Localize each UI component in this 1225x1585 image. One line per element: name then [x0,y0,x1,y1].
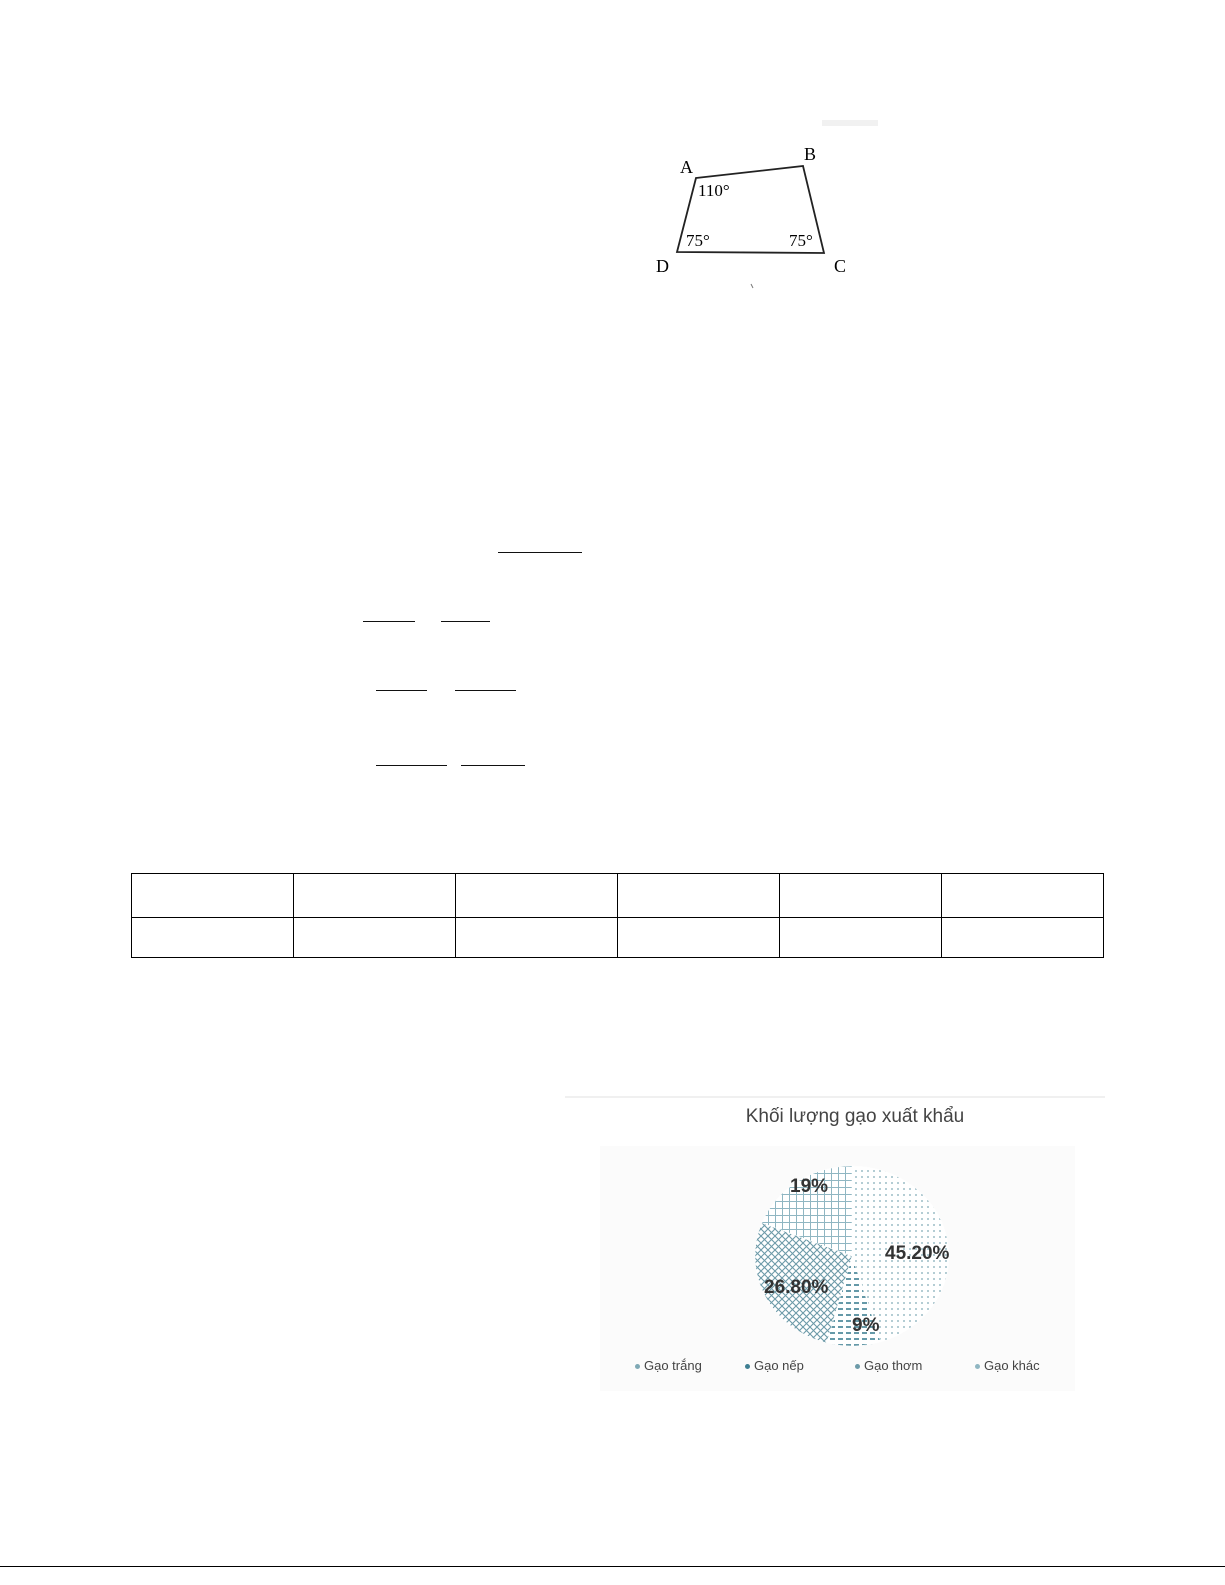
fraction-bar-1 [498,552,582,553]
legend-marker-icon [745,1364,750,1369]
scan-artifact [822,120,878,126]
table-cell [780,918,942,958]
table-row [132,918,1104,958]
pie-data-label-4: 19% [790,1176,829,1197]
table-cell [294,874,456,918]
legend-label: Gạo khác [984,1358,1040,1373]
table-cell [618,874,780,918]
legend-marker-icon [975,1364,980,1369]
fraction-bar-2a [363,621,415,622]
table-cell [780,874,942,918]
table-cell [618,918,780,958]
angle-label-a: 110° [698,181,730,200]
fraction-bar-3b [455,690,516,691]
fraction-bar-2b [441,621,490,622]
fraction-bar-4a [376,765,447,766]
table-row [132,874,1104,918]
angle-label-c: 75° [789,231,813,250]
vertex-label-c: C [834,256,847,276]
table-cell [132,918,294,958]
pie-data-label-2: 9% [852,1315,880,1336]
legend-label: Gạo nếp [754,1358,804,1373]
page-bottom-rule [0,1566,1225,1567]
vertex-label-b: B [804,144,817,164]
legend-label: Gạo thơm [864,1358,923,1373]
legend-item-1 [635,1358,702,1373]
legend-marker-icon [635,1364,640,1369]
legend-marker-icon [855,1364,860,1369]
angle-label-d: 75° [686,231,710,250]
table-cell [456,918,618,958]
pie-plot [565,1096,1105,1396]
legend-item-2 [745,1358,804,1373]
legend-item-3 [855,1358,922,1373]
pie-data-label-1: 45.20% [885,1243,950,1264]
table-cell [294,918,456,958]
table-cell [132,874,294,918]
table-cell [942,918,1104,958]
table-cell [456,874,618,918]
quadrilateral-figure [640,118,890,298]
legend-label: Gạo trắng [644,1358,702,1373]
legend-item-4 [975,1358,1040,1373]
chart-title: Khối lượng gạo xuất khẩu [745,1106,965,1127]
vertex-label-a: A [680,157,693,177]
fraction-bar-4b [461,765,525,766]
pie-chart [565,1096,1105,1396]
scan-speck [751,284,753,288]
data-table [131,873,1104,958]
chart-legend [635,1358,1075,1378]
table-cell [942,874,1104,918]
pie-data-label-3: 26.80% [764,1277,829,1298]
vertex-label-d: D [656,256,669,276]
fraction-bar-3a [376,690,427,691]
